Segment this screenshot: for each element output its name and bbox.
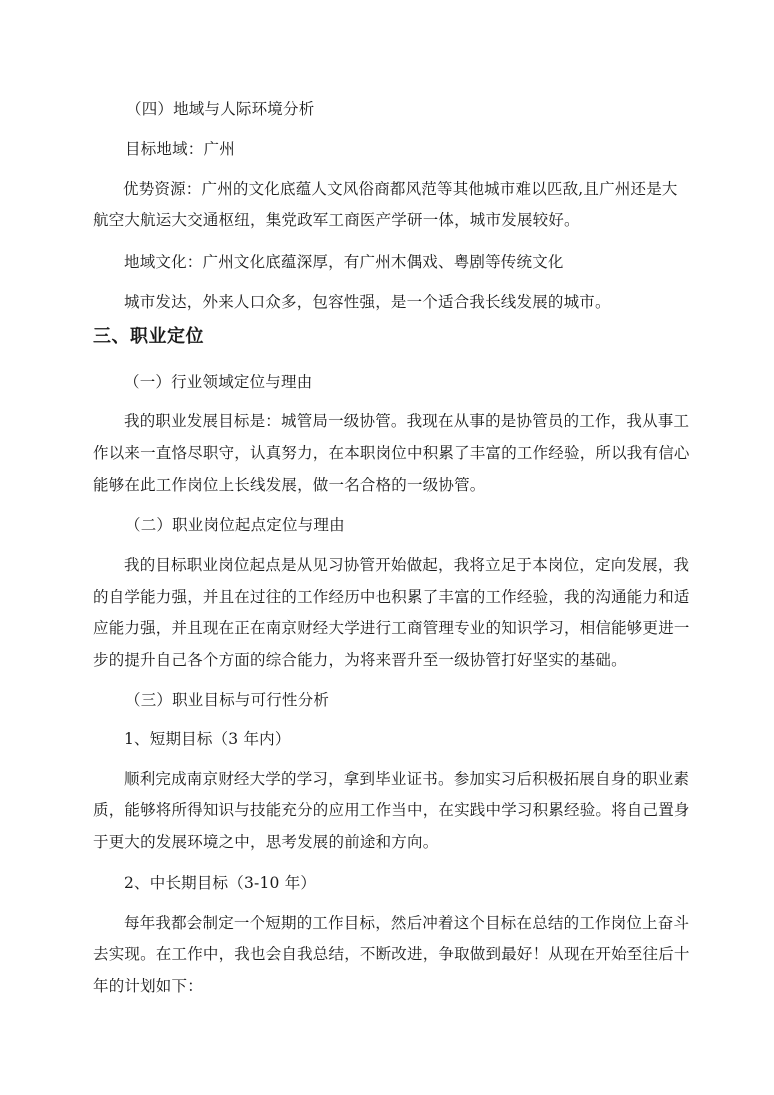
subsection-2-line-4: 步的提升自己各个方面的综合能力，为将来晋升至一级协管打好坚实的基础。	[93, 651, 627, 669]
mid-long-term-line-2: 去实现。在工作中，我也会自我总结，不断改进，争取做到最好！从现在开始至往后十	[93, 945, 690, 963]
subsection-1-line-3: 能够在此工作岗位上长线发展，做一名合格的一级协管。	[93, 476, 486, 494]
city-summary: 城市发达，外来人口众多，包容性强，是一个适合我长线发展的城市。	[124, 293, 611, 311]
target-region: 目标地域：广州	[125, 140, 235, 158]
section-4-heading: （四）地域与人际环境分析	[126, 100, 315, 118]
subsection-1-heading: （一）行业领域定位与理由	[124, 373, 313, 391]
advantage-line-2: 航空大航运大交通枢纽，集党政军工商医产学研一体，城市发展较好。	[93, 211, 580, 229]
mid-long-term-line-1: 每年我都会制定一个短期的工作目标，然后冲着这个目标在总结的工作岗位上奋斗	[124, 914, 690, 932]
subsection-3-heading: （三）职业目标与可行性分析	[125, 691, 330, 709]
regional-culture: 地域文化：广州文化底蕴深厚，有广州木偶戏、粤剧等传统文化	[124, 253, 564, 271]
short-term-heading: 1、短期目标（3 年内）	[124, 730, 291, 748]
short-term-line-1: 顺利完成南京财经大学的学习，拿到毕业证书。参加实习后积极拓展自身的职业素	[124, 770, 690, 788]
subsection-1-line-2: 作以来一直恪尽职守，认真努力，在本职岗位中积累了丰富的工作经验，所以我有信心	[93, 444, 690, 462]
advantage-line-1: 优势资源：广州的文化底蕴人文风俗商都风范等其他城市难以匹敌,且广州还是大	[123, 180, 678, 198]
chapter-3-heading: 三、职业定位	[93, 326, 204, 347]
mid-long-term-heading: 2、中长期目标（3-10 年）	[124, 874, 317, 892]
mid-long-term-line-3: 年的计划如下：	[93, 977, 203, 995]
subsection-2-line-1: 我的目标职业岗位起点是从见习协管开始做起，我将立足于本岗位，定向发展，我	[124, 556, 690, 574]
short-term-line-2: 质，能够将所得知识与技能充分的应用工作当中，在实践中学习积累经验。将自己置身	[93, 801, 690, 819]
subsection-1-line-1: 我的职业发展目标是：城管局一级协管。我现在从事的是协管员的工作，我从事工	[124, 412, 690, 430]
subsection-2-line-2: 的自学能力强，并且在过往的工作经历中也积累了丰富的工作经验，我的沟通能力和适	[93, 588, 690, 606]
short-term-line-3: 于更大的发展环境之中，思考发展的前途和方向。	[93, 833, 439, 851]
subsection-2-heading: （二）职业岗位起点定位与理由	[125, 516, 345, 534]
subsection-2-line-3: 应能力强，并且现在正在南京财经大学进行工商管理专业的知识学习，相信能够更进一	[93, 619, 690, 637]
